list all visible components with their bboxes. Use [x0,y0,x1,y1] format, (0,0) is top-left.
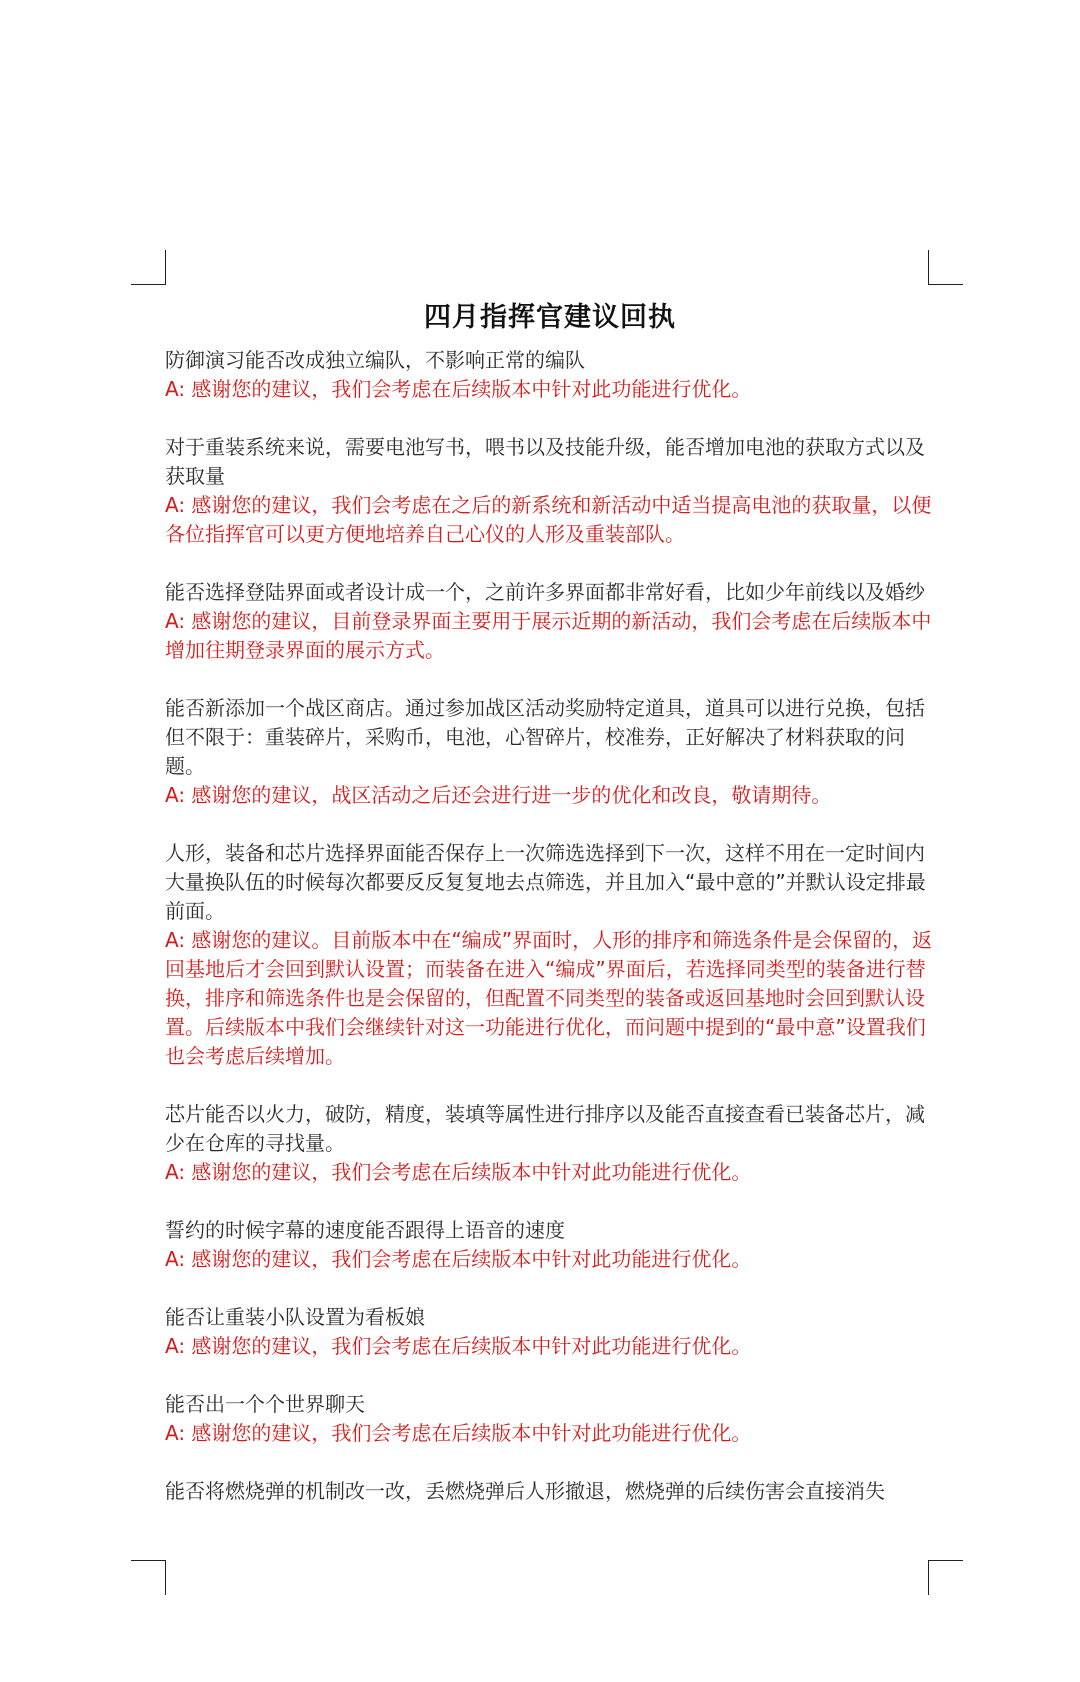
qa-item [165,694,935,810]
document-body [165,298,935,1535]
answer: A: 感谢您的建议，我们会考虑在后续版本中针对此功能进行优化。 [165,377,752,401]
answer: A: 感谢您的建议，我们会考虑在后续版本中针对此功能进行优化。 [165,1247,752,1271]
question: 能否选择登陆界面或者设计成一个，之前许多界面都非常好看，比如少年前线以及婚纱 [165,580,925,604]
question: 能否出一个个世界聊天 [165,1392,365,1416]
answer: A: 感谢您的建议，我们会考虑在之后的新系统和新活动中适当提高电池的获取量，以便各位指挥官可以更方便地培养自己心仪的人形及重装部队。 [165,493,932,546]
question: 能否让重装小队设置为看板娘 [165,1305,425,1329]
qa-item [165,346,935,404]
answer: A: 感谢您的建议，我们会考虑在后续版本中针对此功能进行优化。 [165,1421,752,1445]
qa-item [165,1390,935,1448]
qa-item [165,1477,935,1506]
question: 对于重装系统来说，需要电池写书，喂书以及技能升级，能否增加电池的获取方式以及获取量 [165,435,925,488]
answer: A: 感谢您的建议，我们会考虑在后续版本中针对此功能进行优化。 [165,1160,752,1184]
qa-item [165,1303,935,1361]
answer: A: 感谢您的建议，战区活动之后还会进行进一步的优化和改良，敬请期待。 [165,783,832,807]
answer: A: 感谢您的建议，目前登录界面主要用于展示近期的新活动，我们会考虑在后续版本中增加往期登录界面的展示方式。 [165,609,932,662]
crop-mark-bottom-left [131,1560,166,1595]
question: 能否新添加一个战区商店。通过参加战区活动奖励特定道具，道具可以进行兑换，包括但不限于：重装碎片，采购币，电池，心智碎片，校准券，正好解决了材料获取的问题。 [165,696,925,778]
question: 誓约的时候字幕的速度能否跟得上语音的速度 [165,1218,565,1242]
crop-mark-top-left [131,250,166,285]
qa-item [165,1216,935,1274]
question: 芯片能否以火力，破防，精度，装填等属性进行排序以及能否直接查看已装备芯片，减少在仓库的寻找量。 [165,1102,925,1155]
question: 能否将燃烧弹的机制改一改，丢燃烧弹后人形撤退，燃烧弹的后续伤害会直接消失 [165,1479,885,1503]
qa-item [165,1100,935,1187]
answer: A: 感谢您的建议。目前版本中在“编成”界面时，人形的排序和筛选条件是会保留的，返回基地后才会回到默认设置；而装备在进入“编成”界面后，若选择同类型的装备进行替换，排序和筛选条件也是会保留的，但配置不同类型的装备或返回基地时会回到默认设置。后续版本中我们会继续针对这一功能进行优化，而问题中提到的“最中意”设置我们也会考虑后续增加。 [165,928,933,1068]
qa-item [165,433,935,549]
qa-item [165,839,935,1071]
question: 防御演习能否改成独立编队，不影响正常的编队 [165,348,585,372]
document-title: 四月指挥官建议回执 [424,302,676,333]
question: 人形，装备和芯片选择界面能否保存上一次筛选选择到下一次，这样不用在一定时间内大量换队伍的时候每次都要反反复复地去点筛选，并且加入“最中意的”并默认设定排最前面。 [165,841,926,923]
crop-mark-top-right [928,250,963,285]
crop-mark-bottom-right [928,1560,963,1595]
qa-item [165,578,935,665]
answer: A: 感谢您的建议，我们会考虑在后续版本中针对此功能进行优化。 [165,1334,752,1358]
